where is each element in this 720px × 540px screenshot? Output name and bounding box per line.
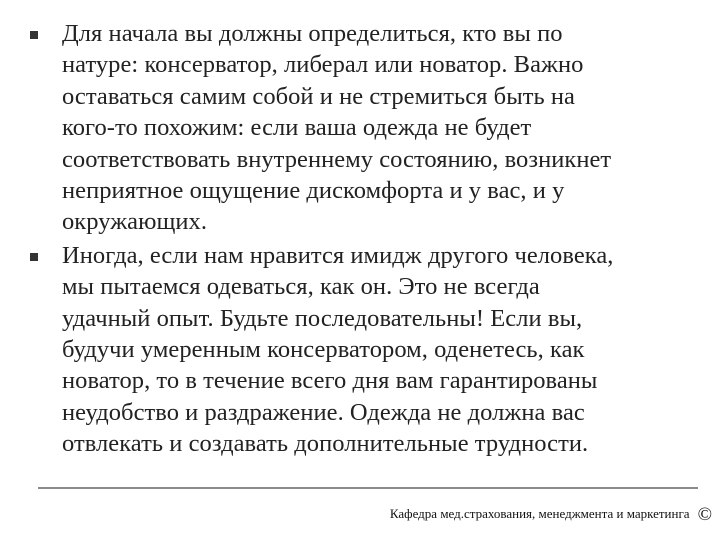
bullet-line: мы пытаемся одеваться, как он. Это не всегда xyxy=(62,273,540,301)
bullet-line: натуре: консерватор, либерал или новатор. Важно xyxy=(62,51,584,79)
square-bullet-icon xyxy=(30,253,38,261)
square-bullet-icon xyxy=(30,31,38,39)
slide-body xyxy=(28,18,698,462)
footer-divider xyxy=(38,487,698,489)
bullet-line: неудобство и раздражение. Одежда не должна вас xyxy=(62,398,585,426)
footer xyxy=(390,505,712,524)
bullet-line: кого-то похожим: если ваша одежда не будет xyxy=(62,114,532,142)
bullet-line: неприятное ощущение дискомфорта и у вас, и у xyxy=(62,177,565,205)
bullet-line: окружающих. xyxy=(62,208,208,236)
bullet-line: отвлекать и создавать дополнительные трудности. xyxy=(62,430,589,458)
bullet-line: будучи умеренным консерватором, оденетесь, как xyxy=(62,336,585,364)
bullet-line: удачный опыт. Будьте последовательны! Если вы, xyxy=(62,304,583,332)
bullet-line: оставаться самим собой и не стремиться быть на xyxy=(62,82,575,110)
bullet-line: Для начала вы должны определиться, кто вы по xyxy=(62,20,563,47)
bullet-item xyxy=(28,240,698,460)
footer-department-text: Кафедра мед.страхования, менеджмента и маркетинга xyxy=(389,506,690,521)
bullet-item xyxy=(28,18,698,238)
bullet-line: новатор, то в течение всего дня вам гарантированы xyxy=(62,367,598,395)
bullet-line: Иногда, если нам нравится имидж другого человека, xyxy=(62,241,614,269)
copyright-icon: © xyxy=(697,504,712,525)
bullet-line: соответствовать внутреннему состоянию, возникнет xyxy=(62,145,612,173)
